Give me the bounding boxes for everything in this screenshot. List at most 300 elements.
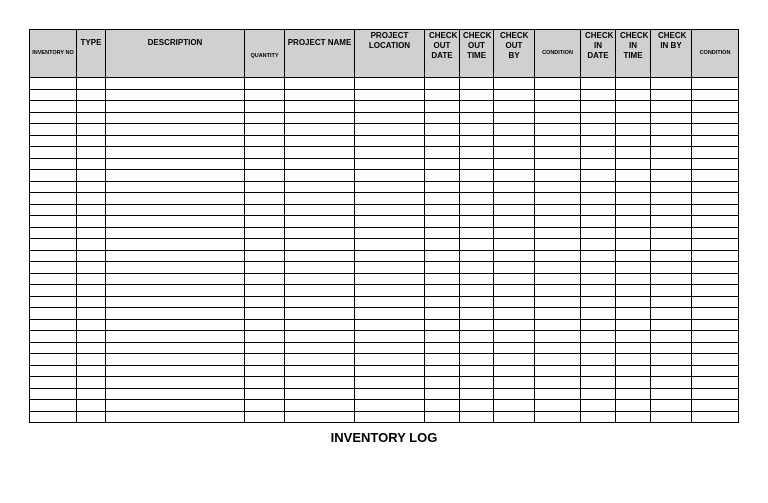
table-cell [581, 262, 616, 274]
table-cell [581, 124, 616, 136]
table-cell [285, 308, 355, 320]
table-cell [692, 193, 739, 205]
table-cell [535, 89, 581, 101]
table-cell [460, 354, 494, 366]
table-cell [77, 239, 106, 251]
table-cell [692, 308, 739, 320]
table-cell [106, 89, 245, 101]
table-cell [494, 216, 535, 228]
table-cell [245, 147, 285, 159]
table-cell [245, 273, 285, 285]
table-cell [460, 216, 494, 228]
table-cell [535, 388, 581, 400]
table-cell [30, 342, 77, 354]
table-cell [355, 170, 425, 182]
table-cell [616, 388, 651, 400]
table-cell [355, 354, 425, 366]
table-cell [245, 400, 285, 412]
table-cell [285, 193, 355, 205]
table-cell [616, 400, 651, 412]
table-cell [494, 354, 535, 366]
table-cell [494, 204, 535, 216]
table-cell [285, 331, 355, 343]
table-cell [106, 101, 245, 113]
table-cell [355, 400, 425, 412]
table-cell [535, 227, 581, 239]
table-cell [30, 124, 77, 136]
table-cell [535, 354, 581, 366]
table-row [30, 273, 739, 285]
table-cell [494, 239, 535, 251]
col-condition-out: CONDITION [535, 30, 581, 78]
table-cell [581, 354, 616, 366]
table-row [30, 204, 739, 216]
col-check-in-time: CHECK IN TIME [616, 30, 651, 78]
table-cell [616, 170, 651, 182]
table-cell [692, 285, 739, 297]
table-cell [245, 239, 285, 251]
table-row [30, 158, 739, 170]
table-cell [425, 158, 460, 170]
table-cell [651, 273, 692, 285]
table-cell [535, 331, 581, 343]
table-cell [355, 365, 425, 377]
table-cell [30, 147, 77, 159]
table-cell [355, 285, 425, 297]
table-cell [106, 204, 245, 216]
table-cell [355, 377, 425, 389]
table-cell [30, 181, 77, 193]
table-cell [460, 135, 494, 147]
table-cell [535, 296, 581, 308]
table-cell [425, 411, 460, 423]
table-cell [30, 170, 77, 182]
table-cell [285, 89, 355, 101]
table-cell [285, 101, 355, 113]
table-cell [355, 239, 425, 251]
table-cell [285, 227, 355, 239]
table-cell [692, 158, 739, 170]
table-cell [425, 147, 460, 159]
col-check-out-date: CHECK OUT DATE [425, 30, 460, 78]
table-cell [425, 262, 460, 274]
table-cell [285, 204, 355, 216]
table-cell [77, 158, 106, 170]
table-cell [535, 250, 581, 262]
table-cell [106, 135, 245, 147]
table-cell [30, 250, 77, 262]
table-row [30, 193, 739, 205]
table-cell [581, 135, 616, 147]
table-cell [535, 158, 581, 170]
table-cell [616, 411, 651, 423]
table-cell [692, 147, 739, 159]
table-cell [106, 377, 245, 389]
table-cell [245, 204, 285, 216]
table-cell [77, 250, 106, 262]
table-cell [425, 101, 460, 113]
table-cell [106, 239, 245, 251]
table-cell [460, 78, 494, 90]
table-cell [425, 308, 460, 320]
table-cell [581, 112, 616, 124]
table-cell [425, 216, 460, 228]
table-cell [30, 112, 77, 124]
table-cell [355, 158, 425, 170]
table-cell [425, 204, 460, 216]
table-cell [494, 170, 535, 182]
table-cell [77, 89, 106, 101]
table-cell [581, 193, 616, 205]
table-cell [355, 124, 425, 136]
table-cell [460, 365, 494, 377]
table-cell [460, 101, 494, 113]
table-cell [460, 193, 494, 205]
table-cell [651, 78, 692, 90]
table-cell [460, 331, 494, 343]
table-cell [77, 411, 106, 423]
table-cell [616, 239, 651, 251]
table-cell [494, 365, 535, 377]
table-cell [581, 78, 616, 90]
col-description: DESCRIPTION [106, 30, 245, 78]
table-cell [651, 216, 692, 228]
table-cell [460, 89, 494, 101]
table-cell [285, 388, 355, 400]
col-inventory-no: INVENTORY NO [30, 30, 77, 78]
table-cell [245, 296, 285, 308]
table-cell [30, 193, 77, 205]
table-cell [494, 377, 535, 389]
table-cell [77, 273, 106, 285]
table-cell [355, 411, 425, 423]
table-cell [285, 250, 355, 262]
table-cell [651, 239, 692, 251]
table-cell [106, 250, 245, 262]
table-cell [245, 181, 285, 193]
table-cell [535, 181, 581, 193]
table-cell [106, 227, 245, 239]
table-cell [30, 400, 77, 412]
table-cell [692, 239, 739, 251]
table-cell [494, 147, 535, 159]
table-cell [616, 262, 651, 274]
table-cell [581, 216, 616, 228]
table-row [30, 239, 739, 251]
table-cell [581, 285, 616, 297]
col-project-location: PROJECT LOCATION [355, 30, 425, 78]
table-cell [355, 319, 425, 331]
table-cell [651, 250, 692, 262]
table-cell [30, 101, 77, 113]
col-type: TYPE [77, 30, 106, 78]
table-cell [425, 377, 460, 389]
table-cell [106, 262, 245, 274]
table-cell [616, 273, 651, 285]
table-cell [460, 377, 494, 389]
table-cell [355, 181, 425, 193]
table-cell [535, 411, 581, 423]
table-row [30, 377, 739, 389]
table-cell [460, 411, 494, 423]
table-cell [106, 319, 245, 331]
table-cell [355, 262, 425, 274]
table-cell [651, 124, 692, 136]
document-title: INVENTORY LOG [330, 430, 438, 445]
table-cell [106, 124, 245, 136]
table-cell [245, 124, 285, 136]
table-cell [460, 262, 494, 274]
table-row [30, 285, 739, 297]
table-cell [106, 273, 245, 285]
table-row [30, 319, 739, 331]
table-cell [535, 101, 581, 113]
table-cell [77, 135, 106, 147]
table-cell [245, 112, 285, 124]
table-cell [355, 147, 425, 159]
table-cell [616, 135, 651, 147]
table-cell [77, 181, 106, 193]
table-cell [460, 239, 494, 251]
table-cell [355, 112, 425, 124]
table-cell [77, 342, 106, 354]
col-check-out-by: CHECK OUT BY [494, 30, 535, 78]
table-cell [30, 319, 77, 331]
table-cell [494, 89, 535, 101]
table-cell [494, 411, 535, 423]
table-cell [494, 124, 535, 136]
table-cell [651, 342, 692, 354]
table-row [30, 135, 739, 147]
table-cell [285, 319, 355, 331]
table-cell [581, 331, 616, 343]
table-cell [692, 170, 739, 182]
table-cell [692, 181, 739, 193]
table-cell [106, 112, 245, 124]
table-cell [692, 411, 739, 423]
table-cell [106, 181, 245, 193]
table-cell [285, 239, 355, 251]
table-cell [355, 342, 425, 354]
table-cell [494, 273, 535, 285]
table-row [30, 147, 739, 159]
table-cell [30, 273, 77, 285]
table-cell [460, 204, 494, 216]
table-cell [692, 296, 739, 308]
table-row [30, 308, 739, 320]
col-project-name: PROJECT NAME [285, 30, 355, 78]
table-cell [30, 377, 77, 389]
table-row [30, 181, 739, 193]
table-cell [494, 181, 535, 193]
table-cell [245, 262, 285, 274]
table-cell [425, 112, 460, 124]
table-cell [106, 331, 245, 343]
table-cell [77, 124, 106, 136]
table-cell [106, 170, 245, 182]
table-cell [616, 227, 651, 239]
table-cell [535, 216, 581, 228]
table-row [30, 354, 739, 366]
table-cell [692, 400, 739, 412]
table-cell [77, 354, 106, 366]
table-cell [355, 331, 425, 343]
table-cell [581, 147, 616, 159]
table-cell [535, 147, 581, 159]
table-row [30, 400, 739, 412]
table-cell [692, 331, 739, 343]
table-cell [30, 411, 77, 423]
table-row [30, 124, 739, 136]
table-cell [30, 78, 77, 90]
table-cell [245, 342, 285, 354]
table-cell [460, 112, 494, 124]
table-cell [77, 227, 106, 239]
table-cell [581, 273, 616, 285]
table-cell [494, 388, 535, 400]
table-cell [494, 158, 535, 170]
table-cell [285, 354, 355, 366]
table-cell [425, 388, 460, 400]
table-cell [651, 227, 692, 239]
table-cell [77, 400, 106, 412]
table-cell [30, 204, 77, 216]
table-cell [460, 227, 494, 239]
table-cell [355, 193, 425, 205]
table-cell [692, 388, 739, 400]
table-cell [616, 285, 651, 297]
table-cell [460, 273, 494, 285]
table-cell [651, 319, 692, 331]
table-cell [460, 296, 494, 308]
table-cell [616, 250, 651, 262]
table-cell [460, 285, 494, 297]
table-cell [355, 89, 425, 101]
table-cell [425, 296, 460, 308]
table-cell [535, 124, 581, 136]
table-cell [581, 204, 616, 216]
table-cell [460, 308, 494, 320]
table-cell [651, 89, 692, 101]
table-cell [245, 388, 285, 400]
table-cell [460, 342, 494, 354]
table-cell [285, 124, 355, 136]
table-cell [616, 204, 651, 216]
table-cell [77, 331, 106, 343]
table-cell [692, 112, 739, 124]
table-cell [245, 216, 285, 228]
table-cell [245, 354, 285, 366]
table-cell [692, 78, 739, 90]
table-cell [245, 250, 285, 262]
table-cell [77, 285, 106, 297]
table-cell [245, 78, 285, 90]
table-cell [535, 170, 581, 182]
table-cell [106, 78, 245, 90]
col-check-in-by: CHECK IN BY [651, 30, 692, 78]
table-cell [30, 216, 77, 228]
table-cell [355, 135, 425, 147]
table-cell [285, 170, 355, 182]
table-row [30, 89, 739, 101]
table-cell [692, 354, 739, 366]
table-cell [355, 216, 425, 228]
table-cell [494, 78, 535, 90]
table-cell [494, 112, 535, 124]
table-cell [355, 273, 425, 285]
table-cell [106, 147, 245, 159]
table-cell [651, 147, 692, 159]
table-cell [535, 239, 581, 251]
table-cell [535, 112, 581, 124]
table-cell [494, 308, 535, 320]
table-cell [460, 124, 494, 136]
table-cell [355, 250, 425, 262]
table-row [30, 365, 739, 377]
table-cell [651, 331, 692, 343]
table-cell [494, 331, 535, 343]
table-cell [245, 135, 285, 147]
table-cell [535, 204, 581, 216]
table-cell [616, 89, 651, 101]
table-cell [651, 354, 692, 366]
table-cell [616, 296, 651, 308]
table-row [30, 101, 739, 113]
table-cell [425, 400, 460, 412]
table-cell [106, 308, 245, 320]
table-cell [355, 204, 425, 216]
table-cell [581, 89, 616, 101]
table-cell [77, 319, 106, 331]
table-cell [581, 319, 616, 331]
table-cell [106, 296, 245, 308]
table-cell [30, 89, 77, 101]
table-cell [581, 377, 616, 389]
table-row [30, 112, 739, 124]
table-cell [494, 319, 535, 331]
table-cell [581, 296, 616, 308]
table-row [30, 250, 739, 262]
table-cell [245, 365, 285, 377]
table-cell [581, 342, 616, 354]
table-cell [616, 101, 651, 113]
table-cell [692, 101, 739, 113]
table-cell [245, 101, 285, 113]
table-cell [106, 400, 245, 412]
table-cell [651, 285, 692, 297]
table-cell [581, 239, 616, 251]
table-cell [692, 262, 739, 274]
table-row [30, 331, 739, 343]
table-cell [245, 89, 285, 101]
table-cell [425, 135, 460, 147]
table-cell [245, 308, 285, 320]
table-row [30, 388, 739, 400]
table-cell [651, 262, 692, 274]
table-cell [692, 89, 739, 101]
table-cell [285, 78, 355, 90]
table-cell [651, 296, 692, 308]
table-cell [692, 124, 739, 136]
table-cell [460, 250, 494, 262]
col-quantity: QUANTITY [245, 30, 285, 78]
table-cell [106, 216, 245, 228]
table-cell [692, 377, 739, 389]
table-cell [494, 227, 535, 239]
table-cell [494, 262, 535, 274]
table-cell [460, 158, 494, 170]
table-cell [355, 388, 425, 400]
